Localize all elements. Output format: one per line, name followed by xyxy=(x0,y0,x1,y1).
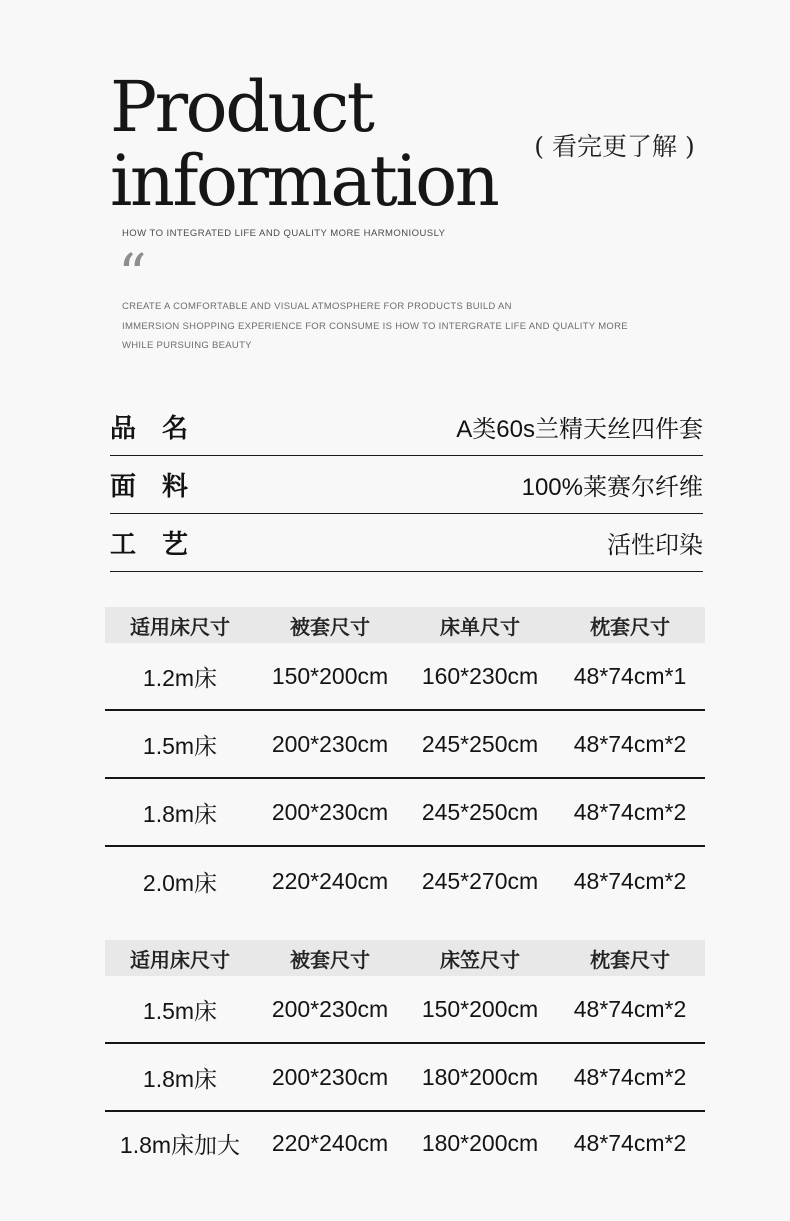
table-cell: 1.8m床 xyxy=(142,800,218,827)
table-row xyxy=(105,779,705,847)
table-row xyxy=(105,847,705,915)
table-row xyxy=(105,976,705,1044)
header-subtitle: HOW TO INTEGRATED LIFE AND QUALITY MORE HARMONIOUSLY xyxy=(122,228,446,239)
spec-value: 100%莱赛尔纤维 xyxy=(521,474,703,501)
spec-row-name xyxy=(110,398,703,456)
table-cell: 1.5m床 xyxy=(142,732,218,759)
quote-line: WHILE PURSUING BEAUTY xyxy=(122,340,252,351)
table-cell: 1.5m床 xyxy=(142,997,218,1024)
table-cell: 48*74cm*2 xyxy=(573,730,687,757)
column-header: 被套尺寸 xyxy=(290,949,370,972)
spec-value: A类60s兰精天丝四件套 xyxy=(456,416,703,443)
column-header: 适用床尺寸 xyxy=(130,949,230,972)
table-cell: 48*74cm*2 xyxy=(573,1129,687,1156)
table-cell: 220*240cm xyxy=(271,867,389,894)
column-header: 适用床尺寸 xyxy=(130,616,230,639)
table-cell: 200*230cm xyxy=(271,798,389,825)
table-cell: 180*200cm xyxy=(421,1129,539,1156)
table-cell: 1.2m床 xyxy=(142,664,218,691)
table-cell: 180*200cm xyxy=(421,1063,539,1090)
table-cell: 48*74cm*2 xyxy=(573,995,687,1022)
table-cell: 48*74cm*2 xyxy=(573,867,687,894)
table-cell: 160*230cm xyxy=(421,662,539,689)
table-cell: 200*230cm xyxy=(271,995,389,1022)
quote-line: CREATE A COMFORTABLE AND VISUAL ATMOSPHERE FOR PRODUCTS BUILD AN xyxy=(122,301,512,312)
quote-icon: “ xyxy=(118,243,147,308)
table-cell: 48*74cm*2 xyxy=(573,1063,687,1090)
table-cell: 1.8m床加大 xyxy=(119,1131,241,1158)
table-cell: 245*250cm xyxy=(421,798,539,825)
quote-line: IMMERSION SHOPPING EXPERIENCE FOR CONSUME IS HOW TO INTERGRATE LIFE AND QUALITY MORE xyxy=(122,320,628,332)
table-cell: 245*270cm xyxy=(421,867,539,894)
spec-value: 活性印染 xyxy=(607,532,703,559)
size-table-fitted-sheet xyxy=(105,940,705,1174)
table-cell: 150*200cm xyxy=(271,662,389,689)
table-cell: 200*230cm xyxy=(271,730,389,757)
table-cell: 150*200cm xyxy=(421,995,539,1022)
product-spec-list xyxy=(110,398,703,572)
column-header: 枕套尺寸 xyxy=(590,616,670,639)
size-table-header-row xyxy=(105,607,705,643)
spec-label: 品 名 xyxy=(110,413,189,443)
spec-row-fabric xyxy=(110,456,703,514)
spec-label: 工 艺 xyxy=(110,529,189,559)
size-table-flat-sheet xyxy=(105,607,705,915)
table-row xyxy=(105,711,705,779)
quote-paragraph xyxy=(122,297,628,356)
column-header: 床单尺寸 xyxy=(440,616,520,639)
page-title xyxy=(110,66,498,222)
column-header: 枕套尺寸 xyxy=(590,949,670,972)
column-header: 床笠尺寸 xyxy=(440,949,520,972)
table-row xyxy=(105,1112,705,1174)
spec-label: 面 料 xyxy=(110,471,189,501)
table-cell: 1.8m床 xyxy=(142,1065,218,1092)
table-row xyxy=(105,1044,705,1112)
page-title-line1: Product xyxy=(110,66,373,148)
page-title-line2: information xyxy=(110,140,498,222)
spec-row-craft xyxy=(110,514,703,572)
table-cell: 245*250cm xyxy=(421,730,539,757)
column-header: 被套尺寸 xyxy=(290,616,370,639)
table-cell: 200*230cm xyxy=(271,1063,389,1090)
table-cell: 220*240cm xyxy=(271,1129,389,1156)
table-row xyxy=(105,643,705,711)
table-cell: 2.0m床 xyxy=(142,869,218,896)
table-cell: 48*74cm*1 xyxy=(573,662,687,689)
side-note: ( 看完更了解 ) xyxy=(534,132,695,161)
table-cell: 48*74cm*2 xyxy=(573,798,687,825)
size-table-header-row xyxy=(105,940,705,976)
